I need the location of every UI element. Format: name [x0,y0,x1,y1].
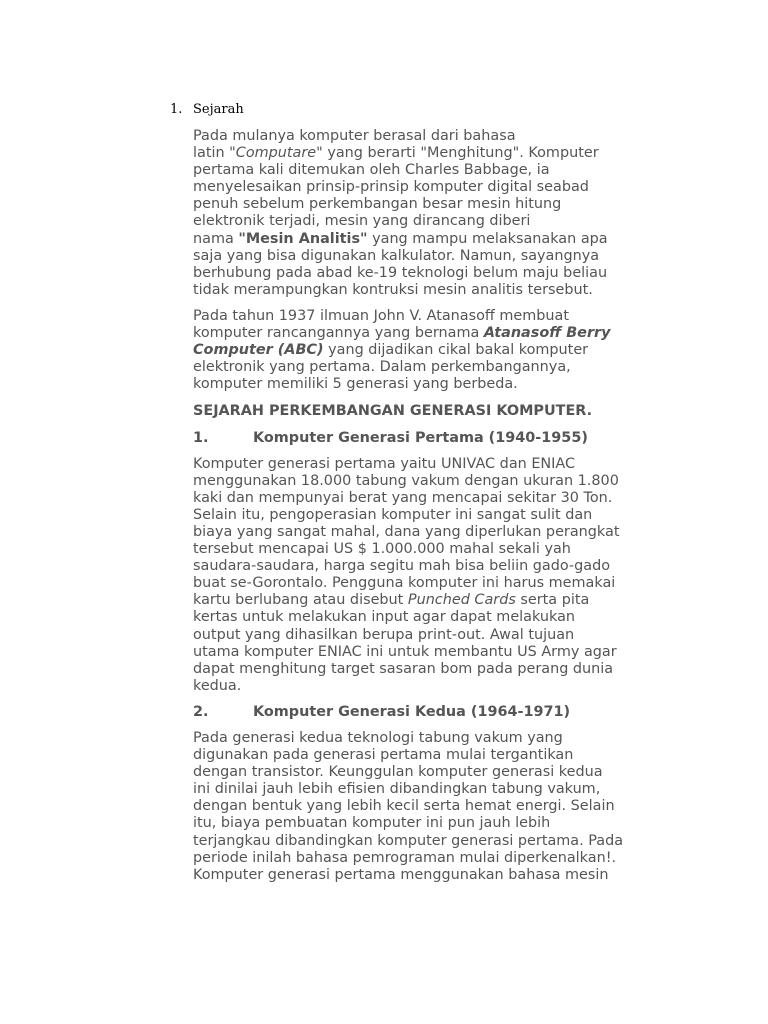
text-line: penuh sebelum perkembangan besar mesin hitung [193,196,562,213]
text-line [193,325,663,342]
text-run: " yang berarti "Menghitung". Komputer [316,145,599,162]
text-run: yang mampu melaksanakan apa [367,230,608,247]
heading-number: 1. [193,429,209,446]
text-line: saja yang bisa digunakan kalkulator. Namun, sayangnya [193,247,600,264]
text-line: berhubung pada abad ke-19 teknologi belum maju beliau [193,264,608,281]
text-line: kedua. [193,677,242,694]
text-run: kartu berlubang atau disebut [193,592,408,609]
heading-title: Komputer Generasi Kedua (1964-1971) [253,703,571,720]
text-line: itu, biaya pembuatan komputer ini pun jauh lebih [193,815,551,832]
text-line: elektronik yang pertama. Dalam perkembangannya, [193,359,571,376]
text-line: output yang dihasilkan berupa print-out. Awal tujuan [193,626,575,643]
text-line: kertas untuk melakukan input agar dapat melakukan [193,609,576,626]
text-line: terjangkau dibandingkan komputer generasi pertama. Pada [193,832,624,849]
text-line: dengan bentuk yang lebih kecil serta hemat energi. Selain [193,798,615,815]
heading-title: Komputer Generasi Pertama (1940-1955) [253,429,588,446]
text-line: utama komputer ENIAC ini untuk membantu US Army agar [193,643,617,660]
text-line: periode inilah bahasa pemrograman mulai diperkenalkan!. [193,849,617,866]
document-body [193,128,663,893]
text-line: tidak merampungkan kontruksi mesin analitis tersebut. [193,281,593,298]
text-line: Pada mulanya komputer berasal dari bahasa [193,128,516,144]
text-line [193,342,663,359]
paragraph-generation-1 [193,456,663,695]
generation-2-heading [193,704,663,721]
text-line: buat se-Gorontalo. Pengguna komputer ini harus memakai [193,575,616,592]
heading-number: 2. [193,703,209,720]
text-line: elektronik terjadi, mesin yang dirancang diberi [193,213,531,230]
bold-term-mesin-analitis: "Mesin Analitis" [238,230,368,247]
text-line: digunakan pada generasi pertama mulai tergantikan [193,747,574,764]
text-line: menyelesaikan prinsip-prinsip komputer digital seabad [193,179,589,196]
text-line: Komputer generasi pertama menggunakan bahasa mesin [193,866,609,883]
text-line: Komputer generasi pertama yaitu UNIVAC dan ENIAC [193,455,576,472]
generation-1-heading [193,430,663,447]
italic-term-computare: Computare [235,145,317,162]
text-run: yang dijadikan cikal bakal komputer [323,342,589,359]
paragraph-origin [193,128,663,299]
text-line: Pada generasi kedua teknologi tabung vakum yang [193,730,563,746]
main-heading: SEJARAH PERKEMBANGAN GENERASI KOMPUTER. [193,403,593,420]
text-run: nama [193,230,239,247]
text-line: biaya yang sangat mahal, dana yang diperlukan perangkat [193,523,620,540]
italic-term-punched-cards: Punched Cards [407,592,516,609]
text-line: ini dinilai jauh lebih efisien dibandingkan tabung vakum, [193,781,601,798]
text-line: komputer memiliki 5 generasi yang berbeda. [193,376,518,393]
text-run: serta pita [515,592,590,609]
text-line: Pada tahun 1937 ilmuan John V. Atanasoff membuat [193,307,570,324]
text-run: latin " [193,145,236,162]
text-line: Selain itu, pengoperasian komputer ini sangat sulit dan [193,506,593,523]
section-number: 1. [170,102,183,117]
text-run: komputer rancangannya yang bernama [193,325,484,342]
bold-italic-term-abc: Atanasoff Berry [483,325,611,342]
text-line: dengan transistor. Keunggulan komputer generasi kedua [193,764,603,781]
paragraph-generation-2 [193,730,663,884]
text-line: menggunakan 18.000 tabung vakum dengan ukuran 1.800 [193,472,619,489]
text-line [193,592,663,609]
text-line [193,231,663,248]
section-title: Sejarah [193,102,244,117]
bold-italic-term-abc: Computer (ABC) [193,342,324,359]
paragraph-atanasoff [193,308,663,393]
text-line: dapat menghitung target sasaran bom pada perang dunia [193,660,614,677]
section-heading [170,102,244,117]
text-line: tersebut mencapai US $ 1.000.000 mahal sekali yah [193,541,571,558]
text-line: pertama kali ditemukan oleh Charles Babbage, ia [193,162,550,179]
text-line [193,145,663,162]
text-line: kaki dan mempunyai berat yang mencapai sekitar 30 Ton. [193,489,613,506]
text-line: saudara-saudara, harga segitu mah bisa beliin gado-gado [193,558,611,575]
